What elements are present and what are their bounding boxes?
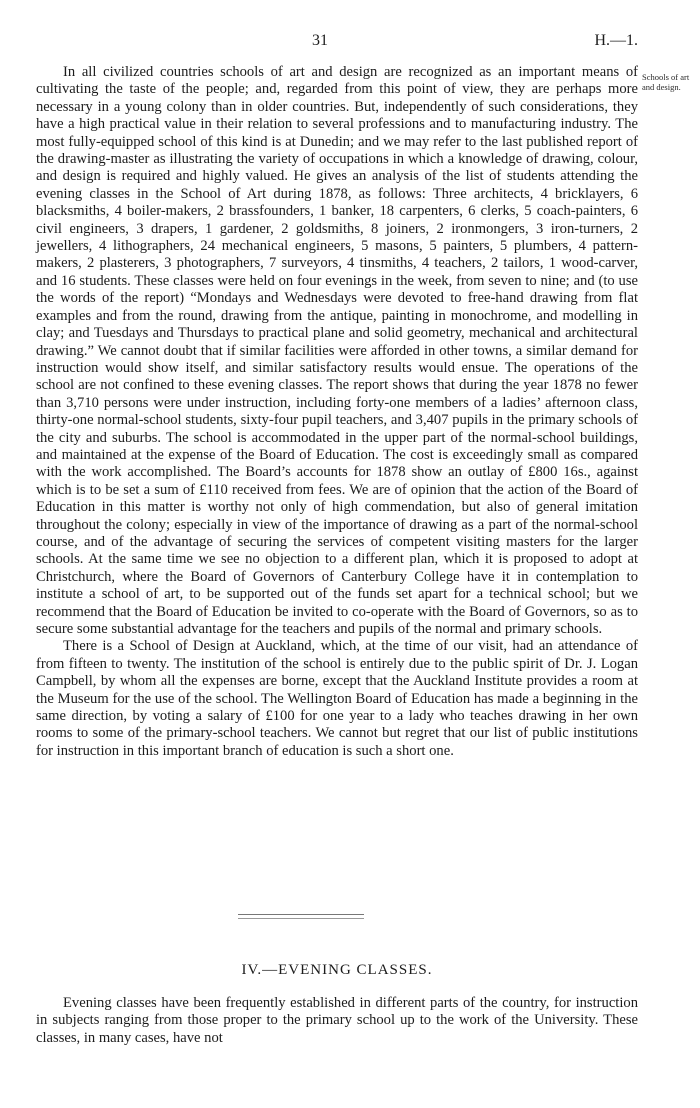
- section-divider: [238, 914, 364, 919]
- section-heading: IV.—EVENING CLASSES.: [241, 962, 433, 978]
- margin-note: Schools of art and design.: [642, 72, 690, 92]
- page-number: 31: [312, 32, 328, 49]
- paragraph-school-of-design-auckland: There is a School of Design at Auckland, which, at the time of our visit, had an attendance of from fifteen to twenty. The institution of the school is entirely due to the public spirit of Dr. J. Logan Campbell, by whom all the expenses are borne, except that the Auckland Institute provides a room at the Museum for the use of the school. The Wellington Board of Education has made a beginning in the same direction, by voting a salary of £100 for one year to a lady who teaches drawing in her own rooms to some of the primary-school teachers. We cannot but regret that our list of public institutions for instruction in this important branch of education is such a short one.: [36, 638, 638, 759]
- paragraph-evening-classes: Evening classes have been frequently established in different parts of the country, for instruction in subjects ranging from those proper to the primary school up to the work of the University. These classes, in many cases, have not: [36, 995, 638, 1046]
- paragraph-schools-of-art: In all civilized countries schools of art and design are recognized as an important means of cultivating the taste of the people; and, regarded from this point of view, they are perhaps more necessary in a young colony than in older countries. But, independently of such considerations, they have a high practical value in their relation to several professions and to manufacturing industry. The most fully-equipped school of this kind is at Dunedin; and we may refer to the last published report of the drawing-master as illustrating the variety of occupations in which a knowledge of drawing, colour, and design is required and highly valued. He gives an analysis of the list of students attending the evening classes in the School of Art during 1878, as follows: Three architects, 4 bricklayers, 6 blacksmiths, 4 boiler-makers, 2 brassfounders, 1 banker, 18 carpenters, 6 clerks, 5 coach-painters, 6 civil engineers, 3 drapers, 1 gardener, 2 goldsmiths, 8 joiners, 2 ironmongers, 3 iron-turners, 2 jewellers, 4 lithographers, 24 mechanical engineers, 5 masons, 5 painters, 5 plumbers, 4 pattern-makers, 2 plasterers, 3 photographers, 7 surveyors, 4 tinsmiths, 4 teachers, 2 tailors, 1 wood-carver, and 16 students. These classes were held on four evenings in the week, from seven to nine; and (to use the words of the report) “Mondays and Wednesdays were devoted to free-hand drawing from flat examples and from the round, drawing from the antique, painting in monochrome, and modelling in clay; and Tuesdays and Thursdays to practical plane and solid geometry, mechanical and architectural drawing.” We cannot doubt that if similar facilities were afforded in other towns, a similar demand for instruction would show itself, and similar satisfactory results would ensue. The operations of the school are not confined to these evening classes. The report shows that during the year 1878 no fewer than 3,710 persons were under instruction, including forty-one members of a ladies’ afternoon class, thirty-one normal-school students, sixty-four pupil teachers, and 3,407 pupils in the primary schools of the city and suburbs. The school is accommodated in the upper part of the normal-school buildings, and maintained at the expense of the Board of Education. The cost is exceedingly small as compared with the work accomplished. The Board’s accounts for 1878 show an outlay of £800 16s., against which is to be set a sum of £110 received from fees. We are of opinion that the action of the Board of Education in this matter is worthy not only of high commendation, but also of general imitation throughout the colony; especially in view of the importance of drawing as a part of the normal-school course, and of the advantage of securing the services of competent visiting masters for the larger schools. At the same time we see no objection to a different plan, which it is proposed to adopt at Christchurch, where the Board of Governors of Canterbury College have it in contemplation to institute a school of art, to be supported out of the funds set apart for a technical school; but we recommend that the Board of Education be invited to co-operate with the Board of Governors, so as to secure some substantial advantage for the teachers and pupils of the normal and primary schools.: [36, 64, 638, 637]
- main-text-block: [36, 64, 638, 760]
- document-reference: H.—1.: [594, 32, 638, 49]
- evening-classes-text-block: [36, 995, 638, 1047]
